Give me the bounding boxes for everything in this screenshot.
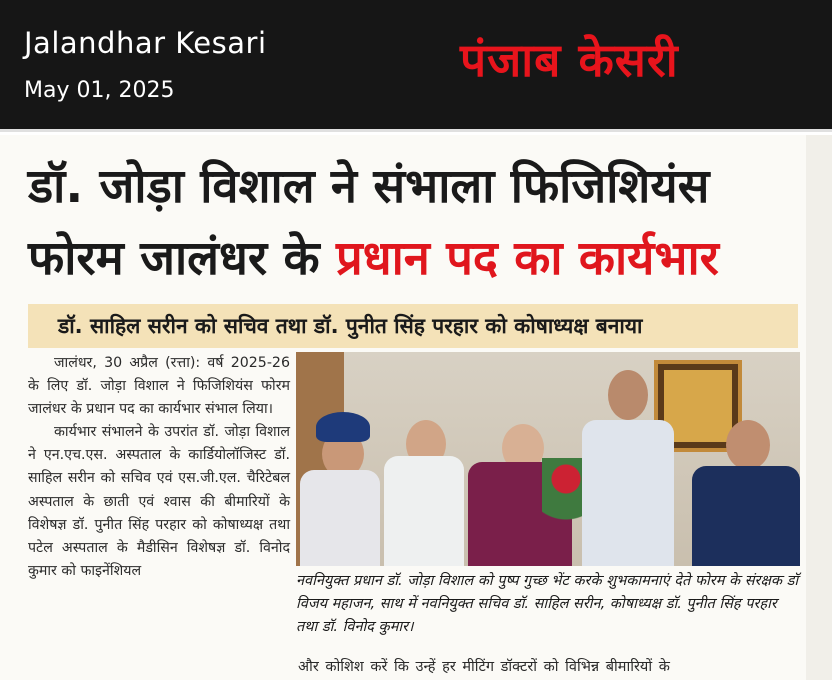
article-paragraph: जालंधर, 30 अप्रैल (रत्ता): वर्ष 2025-26 के लिए डॉ. जोड़ा विशाल ने फिजिशियंस फोरम जालंधर के प्रधान पद का कार्यभार संभाल लिया। (28, 355, 290, 418)
photo-person (384, 386, 464, 566)
continued-text-line: और कोशिश करें कि उन्हें हर मीटिंग डॉक्टरों को विभिन्न बीमारियों के (298, 659, 670, 675)
article-body (28, 352, 290, 583)
source-name: Jalandhar Kesari (24, 26, 267, 60)
photo-person (300, 386, 380, 566)
headline-line-2-red: प्रधान पद का कार्यभार (335, 231, 719, 286)
article-paragraph: कार्यभार संभालने के उपरांत डॉ. जोड़ा विशाल ने एन.एच.एस. अस्पताल के कार्डियोलॉजिस्ट डॉ. साहिल सरीन को सचिव एवं एस.जी.एल. चैरिटेबल अस्पताल के छाती एवं श्वास की बीमारियों के विशेषज्ञ डॉ. पुनीत सिंह परहार को कोषाध्यक्ष तथा पटेल अस्पताल के मैडीसिन विशेषज्ञ डॉ. विनोद कुमार को फाइनेंशियल (28, 424, 290, 579)
photo-person (692, 386, 800, 566)
subheadline: डॉ. साहिल सरीन को सचिव तथा डॉ. पुनीत सिंह परहार को कोषाध्यक्ष बनाया (28, 304, 798, 348)
news-photo (296, 352, 800, 566)
headline-line-1: डॉ. जोड़ा विशाल ने संभाला फिजिशियंस (28, 159, 710, 214)
headline-line-2 (28, 224, 719, 288)
adjacent-column-edge (806, 135, 832, 680)
photo-person (578, 366, 678, 566)
newspaper-logo: पंजाब केसरी (460, 33, 679, 87)
headline-line-2-black: फोरम जालंधर के (28, 231, 336, 286)
publication-date: May 01, 2025 (24, 78, 175, 103)
photo-caption: नवनियुक्त प्रधान डॉ. जोड़ा विशाल को पुष्प गुच्छ भेंट करके शुभकामनाएं देते फोरम के संरक्षक डॉ विजय महाजन, साथ में नवनियुक्त सचिव डॉ. साहिल सरीन, कोषाध्यक्ष डॉ. पुनीत सिंह परहार तथा डॉ. विनोद कुमार। (296, 573, 799, 635)
source-header (0, 0, 832, 132)
